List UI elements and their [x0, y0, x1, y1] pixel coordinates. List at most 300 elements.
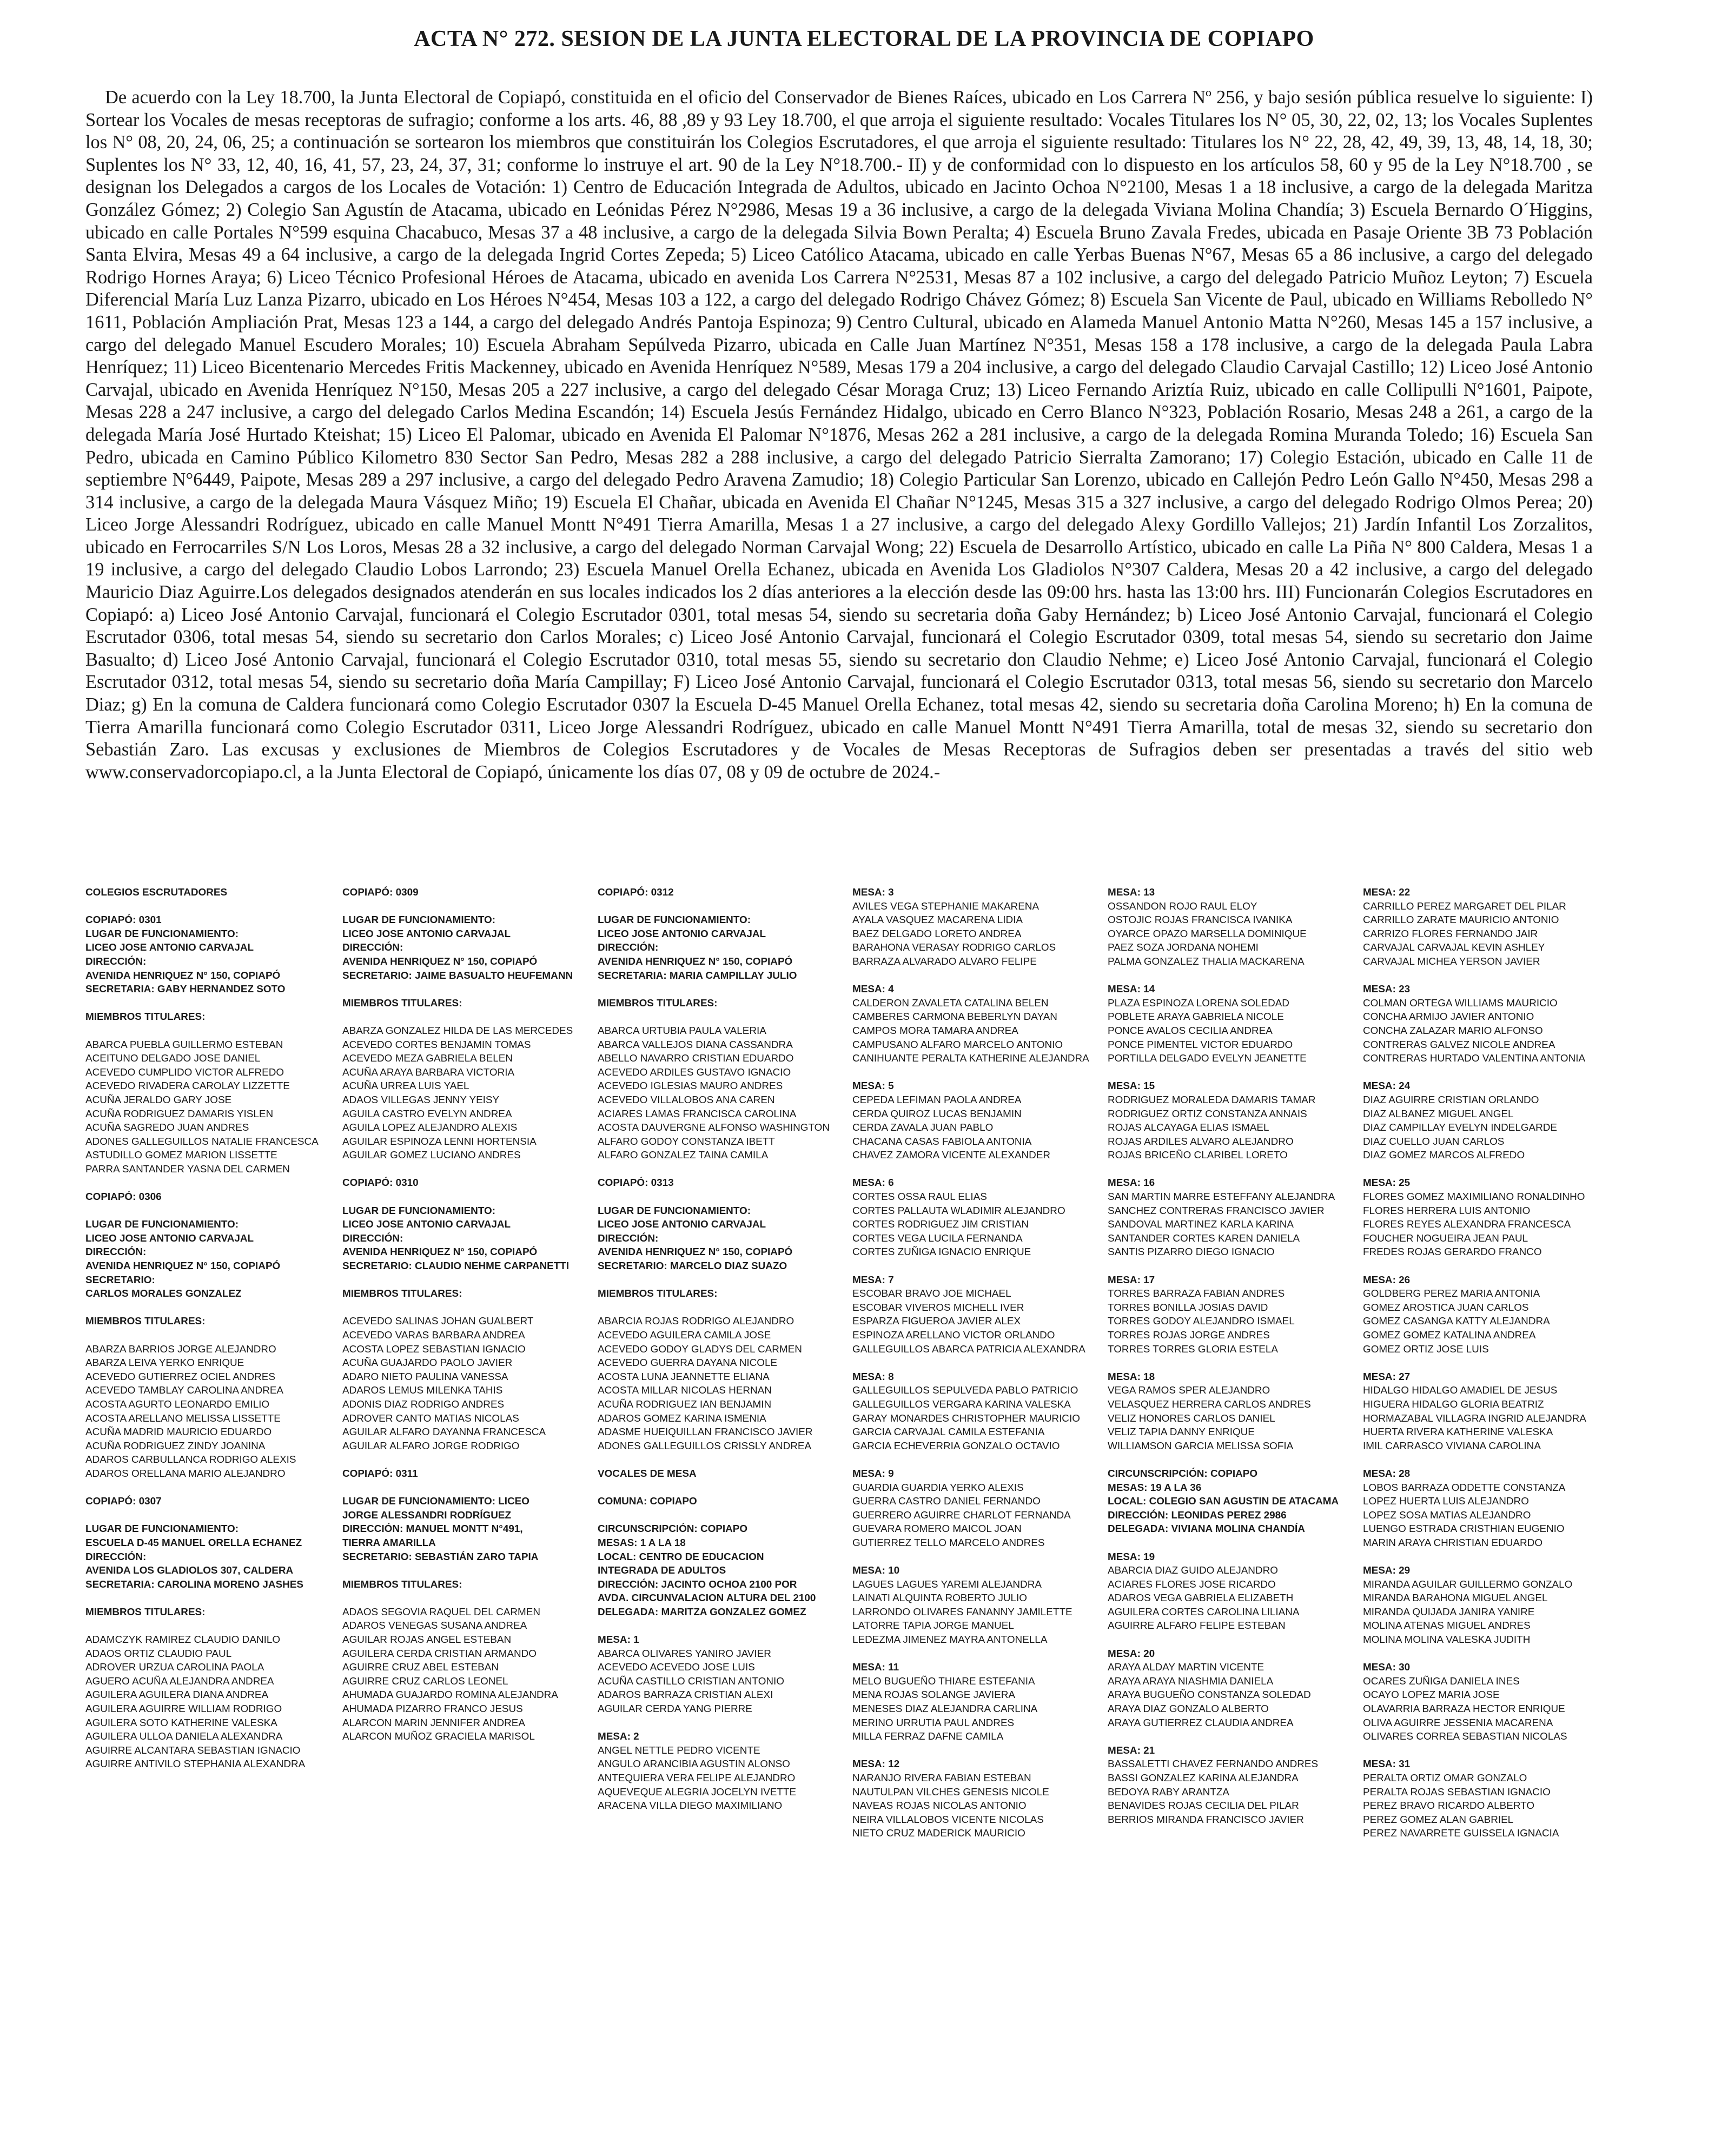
member-name: WILLIAMSON GARCIA MELISSA SOFIA	[1108, 1440, 1294, 1452]
member-name: OYARCE OPAZO MARSELLA DOMINIQUE	[1108, 928, 1307, 940]
member-name: CAMPOS MORA TAMARA ANDREA	[852, 1025, 1018, 1037]
member-name: FLORES HERRERA LUIS ANTONIO	[1363, 1205, 1531, 1217]
section-heading: COPIAPÓ: 0310	[342, 1177, 419, 1189]
spacer	[1108, 1163, 1339, 1177]
member-name: HORMAZABAL VILLAGRA INGRID ALEJANDRA	[1363, 1412, 1586, 1424]
member-name: CORTES VEGA LUCILA FERNANDA	[852, 1232, 1023, 1244]
section-heading: MESA: 11	[852, 1662, 899, 1674]
spacer	[598, 1509, 830, 1523]
section-heading: LICEO JOSE ANTONIO CARVAJAL	[598, 928, 766, 940]
member-name: ABARCIA DIAZ GUIDO ALEJANDRO	[1108, 1565, 1278, 1577]
member-name: MOLINA MOLINA VALESKA JUDITH	[1363, 1634, 1531, 1646]
member-name: BASSI GONZALEZ KARINA ALEJANDRA	[1108, 1773, 1299, 1784]
member-name: ASTUDILLO GOMEZ MARION LISSETTE	[85, 1150, 277, 1162]
listing-column-1	[85, 886, 319, 1772]
spacer	[598, 1619, 830, 1633]
member-name: AYALA VASQUEZ MACARENA LIDIA	[852, 914, 1023, 926]
member-name: ADARO NIETO PAULINA VANESSA	[342, 1371, 508, 1383]
section-heading: MESA: 7	[852, 1274, 894, 1286]
member-name: AGUILA LOPEZ ALEJANDRO ALEXIS	[342, 1122, 518, 1134]
section-heading: SECRETARIO: MARCELO DIAZ SUAZO	[598, 1261, 787, 1272]
spacer	[1108, 1356, 1339, 1370]
member-name: MERINO URRUTIA PAUL ANDRES	[852, 1717, 1015, 1729]
member-name: PONCE PIMENTEL VICTOR EDUARDO	[1108, 1039, 1293, 1051]
member-name: ABARCA OLIVARES YANIRO JAVIER	[598, 1648, 771, 1660]
listing-column-3	[598, 886, 830, 1813]
member-name: BARRAZA ALVARADO ALVARO FELIPE	[852, 956, 1037, 967]
member-name: PERALTA ROJAS SEBASTIAN IGNACIO	[1363, 1786, 1551, 1798]
spacer	[852, 1356, 1089, 1370]
member-name: MILLA FERRAZ DAFNE CAMILA	[852, 1731, 1004, 1743]
section-heading: MIEMBROS TITULARES:	[598, 1288, 718, 1300]
member-name: BARAHONA VERASAY RODRIGO CARLOS	[852, 942, 1056, 954]
member-name: POBLETE ARAYA GABRIELA NICOLE	[1108, 1011, 1284, 1023]
member-name: ARAYA ALDAY MARTIN VICENTE	[1108, 1662, 1264, 1674]
section-heading: JORGE ALESSANDRI RODRÍGUEZ	[342, 1509, 512, 1521]
member-name: PARRA SANTANDER YASNA DEL CARMEN	[85, 1163, 290, 1175]
section-heading: DIRECCIÓN:	[85, 1551, 147, 1563]
section-heading: LICEO JOSE ANTONIO CARVAJAL	[598, 1219, 766, 1231]
spacer	[1108, 1730, 1339, 1744]
spacer	[85, 900, 319, 914]
section-heading: TIERRA AMARILLA	[342, 1537, 436, 1549]
section-heading: MESA: 3	[852, 887, 894, 898]
member-name: ACUÑA RODRIGUEZ IAN BENJAMIN	[598, 1398, 772, 1410]
member-name: CONCHA ZALAZAR MARIO ALFONSO	[1363, 1025, 1543, 1037]
member-name: ADAROS BARRAZA CRISTIAN ALEXI	[598, 1689, 773, 1701]
member-name: SANDOVAL MARTINEZ KARLA KARINA	[1108, 1219, 1294, 1231]
member-name: BERRIOS MIRANDA FRANCISCO JAVIER	[1108, 1814, 1304, 1826]
member-name: PEREZ BRAVO RICARDO ALBERTO	[1363, 1800, 1535, 1812]
spacer	[85, 1301, 319, 1315]
member-name: CHAVEZ ZAMORA VICENTE ALEXANDER	[852, 1150, 1050, 1162]
listing-column-6	[1363, 886, 1586, 1841]
member-name: ADONES GALLEGUILLOS CRISSLY ANDREA	[598, 1440, 812, 1452]
section-heading: LUGAR DE FUNCIONAMIENTO:	[85, 928, 239, 940]
section-heading: CARLOS MORALES GONZALEZ	[85, 1288, 242, 1300]
spacer	[85, 1204, 319, 1218]
section-heading: LUGAR DE FUNCIONAMIENTO:	[85, 1219, 239, 1231]
member-name: BENAVIDES ROJAS CECILIA DEL PILAR	[1108, 1800, 1299, 1812]
section-heading: LUGAR DE FUNCIONAMIENTO:	[342, 1205, 495, 1217]
member-name: ARAYA ARAYA NIASHMIA DANIELA	[1108, 1675, 1274, 1687]
member-name: GOMEZ GOMEZ KATALINA ANDREA	[1363, 1330, 1536, 1341]
member-name: LEDEZMA JIMENEZ MAYRA ANTONELLA	[852, 1634, 1048, 1646]
member-name: ADAROS CARBULLANCA RODRIGO ALEXIS	[85, 1454, 296, 1466]
member-name: ACUÑA JERALDO GARY JOSE	[85, 1094, 232, 1106]
section-heading: LUGAR DE FUNCIONAMIENTO:	[598, 1205, 751, 1217]
document-body: De acuerdo con la Ley 18.700, la Junta Electoral de Copiapó, constituida en el oficio del Conservador de Bienes Raíces, ubicado en Los Carrera Nº 256, y bajo sesión pública resuelve lo siguiente: I) Sortear los Vocales de mesas receptoras de sufragio; conforme a los arts. 46, 88 ,89 y 93 Ley 18.700, el que arroja el siguiente resultado: Vocales Titulares los N° 05, 30, 22, 02, 13; los Vocales Suplentes los N° 08, 20, 24, 06, 25; a continuación se sortearon los miembros que constituirán los Colegios Escrutadores, el que arroja el siguiente resultado: Titulares los N° 22, 28, 42, 49, 39, 13, 48, 14, 18, 30; Suplentes los N° 33, 12, 40, 16, 41, 57, 23, 24, 37, 31; conforme lo instruye el art. 90 de la Ley N°18.700.- II) y de conformidad con lo dispuesto en los artículos 58, 60 y 95 de la Ley N°18.700 , se designan los Delegados a cargos de los Locales de Votación: 1) Centro de Educación Integrada de Adultos, ubicado en Jacinto Ochoa N°2100, Mesas 1 a 18 inclusive, a cargo de la delegada Maritza González Gómez; 2) Colegio San Agustín de Atacama, ubicado en Leónidas Pérez N°2986, Mesas 19 a 36 inclusive, a cargo de la delegada Viviana Molina Chandía; 3) Escuela Bernardo O´Higgins, ubicado en calle Portales N°599 esquina Chacabuco, Mesas 37 a 48 inclusive, a cargo de la delegada Silvia Bown Peralta; 4) Escuela Bruno Zavala Fredes, ubicada en Pasaje Oriente 3B 73 Población Santa Elvira, Mesas 49 a 64 inclusive, a cargo de la delegada Ingrid Cortes Zepeda; 5) Liceo Católico Atacama, ubicado en calle Yerbas Buenas N°67, Mesas 65 a 86 inclusive, a cargo del delegado Rodrigo Hornes Araya; 6) Liceo Técnico Profesional Héroes de Atacama, ubicado en avenida Los Carrera N°2531, Mesas 87 a 102 inclusive, a cargo del delegado Patricio Muñoz Leyton; 7) Escuela Diferencial María Luz Lanza Pizarro, ubicado en Los Héroes N°454, Mesas 103 a 122, a cargo del delegado Rodrigo Chávez Gómez; 8) Escuela San Vicente de Paul, ubicado en Williams Rebolledo N° 1611, Población Ampliación Prat, Mesas 123 a 144, a cargo del delegado Andrés Pantoja Espinoza; 9) Centro Cultural, ubicado en Alameda Manuel Antonio Matta N°260, Mesas 145 a 157 inclusive, a cargo del delegado Manuel Escudero Morales; 10) Escuela Abraham Sepúlveda Pizarro, ubicada en Calle Juan Martínez N°351, Mesas 158 a 178 inclusive, a cargo de la delegada Paula Labra Henríquez; 11) Liceo Bicentenario Mercedes Fritis Mackenney, ubicado en Avenida Henríquez N°589, Mesas 179 a 204 inclusive, a cargo del delegado Claudio Carvajal Castillo; 12) Liceo José Antonio Carvajal, ubicado en Avenida Henríquez N°150, Mesas 205 a 227 inclusive, a cargo del delegado César Moraga Cruz; 13) Liceo Fernando Ariztía Ruiz, ubicado en calle Collipulli N°1601, Paipote, Mesas 228 a 247 inclusive, a cargo del delegado Carlos Medina Escandón; 14) Escuela Jesús Fernández Hidalgo, ubicado en Cerro Blanco N°323, Población Rosario, Mesas 248 a 261, a cargo de la delegada María José Hurtado Kteishat; 15) Liceo El Palomar, ubicado en Avenida El Palomar N°1876, Mesas 262 a 281 inclusive, a cargo de la delegada Romina Muranda Toledo; 16) Escuela San Pedro, ubicada en Camino Público Kilometro 830 Sector San Pedro, Mesas 282 a 288 inclusive, a cargo del delegado Patricio Sierralta Zamorano; 17) Colegio Estación, ubicado en Calle 11 de septiembre N°6449, Paipote, Mesas 289 a 297 inclusive, a cargo del delegado Pedro Aravena Zamudio; 18) Colegio Particular San Lorenzo, ubicado en Callejón Pedro León Gallo N°450, Mesas 298 a 314 inclusive, a cargo de la delegada Maura Vásquez Miño; 19) Escuela El Chañar, ubicada en Avenida El Chañar N°1245, Mesas 315 a 327 inclusive, a cargo del delegado Rodrigo Olmos Perea; 20) Liceo Jorge Alessandri Rodríguez, ubicado en calle Manuel Montt N°491 Tierra Amarilla, Mesas 1 a 27 inclusive, a cargo del delegado Alexy Gordillo Vallejos; 21) Jardín Infantil Los Zorzalitos, ubicado en Ferrocarriles S/N Los Loros, Mesas 28 a 32 inclusive, a cargo del delegado Norman Carvajal Wong; 22) Escuela de Desarrollo Artístico, ubicado en calle La Piña N° 800 Caldera, Mesas 1 a 19 inclusive, a cargo del delegado Claudio Lobos Larrondo; 23) Escuela Manuel Orella Echanez, ubicada en Avenida Los Gladiolos N°307 Caldera, Mesas 20 a 42 inclusive, a cargo del delegado Mauricio Diaz Aguirre.Los delegados designados atenderán en sus locales indicados los 2 días anteriores a la elección desde las 09:00 hrs. hasta las 13:00 hrs. III) Funcionarán Colegios Escrutadores en Copiapó: a) Liceo José Antonio Carvajal, funcionará el Colegio Escrutador 0301, total mesas 54, siendo su secretaria doña Gaby Hernández; b) Liceo José Antonio Carvajal, funcionará el Colegio Escrutador 0306, total mesas 54, siendo su secretario don Carlos Morales; c) Liceo José Antonio Carvajal, funcionará el Colegio Escrutador 0309, total mesas 54, siendo su secretario don Jaime Basualto; d) Liceo José Antonio Carvajal, funcionará el Colegio Escrutador 0310, total mesas 55, siendo su secretario don Claudio Nehme; e) Liceo José Antonio Carvajal, funcionará el Colegio Escrutador 0312, total mesas 54, siendo su secretario doña María Campillay; F) Liceo José Antonio Carvajal, funcionará el Colegio Escrutador 0313, total mesas 56, siendo su secretario don Marcelo Diaz; g) En la comuna de Caldera funcionará como Colegio Escrutador 0307 la Escuela D-45 Manuel Orella Echanez, total mesas 42, siendo su secretaria doña Carolina Moreno; h) En la comuna de Tierra Amarilla funcionará como Colegio Escrutador 0311, Liceo Jorge Alessandri Rodríguez, ubicado en calle Manuel Montt N°491 Tierra Amarilla, total de mesas 32, siendo su secretario don Sebastián Zaro. Las excusas y exclusiones de Miembros de Colegios Escrutadores y de Vocales de Mesas Receptoras de Sufragios deben ser presentadas a través del sitio web www.conservadorcopiapo.cl, a la Junta Electoral de Copiapó, únicamente los días 07, 08 y 09 de octubre de 2024.-	[85, 87, 1593, 782]
section-heading: SECRETARIO: CLAUDIO NEHME CARPANETTI	[342, 1261, 570, 1272]
member-name: ANGEL NETTLE PEDRO VICENTE	[598, 1744, 760, 1756]
section-heading: DIRECCIÓN: LEONIDAS PEREZ 2986	[1108, 1509, 1287, 1521]
member-name: ADASME HUEIQUILLAN FRANCISCO JAVIER	[598, 1427, 813, 1438]
member-name: CARRILLO ZARATE MAURICIO ANTONIO	[1363, 914, 1559, 926]
member-name: ACEVEDO VARAS BARBARA ANDREA	[342, 1330, 525, 1341]
spacer	[342, 1010, 573, 1024]
member-name: AGUERO ACUÑA ALEJANDRA ANDREA	[85, 1675, 274, 1687]
section-heading: SECRETARIO: SEBASTIÁN ZARO TAPIA	[342, 1551, 539, 1563]
member-name: MIRANDA BARAHONA MIGUEL ANGEL	[1363, 1593, 1548, 1604]
member-name: PAEZ SOZA JORDANA NOHEMI	[1108, 942, 1259, 954]
member-name: ALFARO GODOY CONSTANZA IBETT	[598, 1136, 775, 1147]
section-heading: ESCUELA D-45 MANUEL ORELLA ECHANEZ	[85, 1537, 302, 1549]
member-name: RODRIGUEZ ORTIZ CONSTANZA ANNAIS	[1108, 1108, 1307, 1120]
member-name: PLAZA ESPINOZA LORENA SOLEDAD	[1108, 997, 1289, 1009]
spacer	[342, 900, 573, 914]
section-heading: LUGAR DE FUNCIONAMIENTO: LICEO	[342, 1496, 529, 1508]
member-name: LOBOS BARRAZA ODDETTE CONSTANZA	[1363, 1482, 1566, 1494]
member-name: GUERRERO AGUIRRE CHARLOT FERNANDA	[852, 1509, 1071, 1521]
section-heading: MIEMBROS TITULARES:	[85, 1316, 206, 1328]
spacer	[342, 1591, 573, 1606]
member-name: ADAROS ORELLANA MARIO ALEJANDRO	[85, 1468, 286, 1480]
member-name: OLIVA AGUIRRE JESSENIA MACARENA	[1363, 1717, 1553, 1729]
member-name: ACOSTA DAUVERGNE ALFONSO WASHINGTON	[598, 1122, 830, 1134]
spacer	[598, 1301, 830, 1315]
member-name: AGUILAR CERDA YANG PIERRE	[598, 1703, 752, 1715]
member-name: ACUÑA SAGREDO JUAN ANDRES	[85, 1122, 249, 1134]
member-name: GOMEZ CASANGA KATTY ALEJANDRA	[1363, 1316, 1550, 1328]
section-heading: MESA: 12	[852, 1759, 900, 1770]
member-name: MOLINA ATENAS MIGUEL ANDRES	[1363, 1620, 1531, 1632]
spacer	[342, 1163, 573, 1177]
member-name: SAN MARTIN MARRE ESTEFFANY ALEJANDRA	[1108, 1191, 1335, 1203]
section-heading: MESA: 21	[1108, 1744, 1155, 1756]
member-name: AVILES VEGA STEPHANIE MAKARENA	[852, 900, 1040, 912]
section-heading: SECRETARIA: GABY HERNANDEZ SOTO	[85, 984, 286, 996]
section-heading: SECRETARIA: CAROLINA MORENO JASHES	[85, 1578, 304, 1590]
member-name: ACOSTA ARELLANO MELISSA LISSETTE	[85, 1412, 281, 1424]
member-name: AGUILAR ALFARO DAYANNA FRANCESCA	[342, 1427, 546, 1438]
member-name: CORTES ZUÑIGA IGNACIO ENRIQUE	[852, 1246, 1031, 1258]
member-name: PEREZ NAVARRETE GUISSELA IGNACIA	[1363, 1828, 1559, 1840]
section-heading: AVENIDA HENRIQUEZ N° 150, COPIAPÓ	[342, 1246, 538, 1258]
member-name: AGUILERA AGUILERA DIANA ANDREA	[85, 1689, 269, 1701]
member-name: ACUÑA ARAYA BARBARA VICTORIA	[342, 1066, 515, 1078]
member-name: ROJAS ALCAYAGA ELIAS ISMAEL	[1108, 1122, 1269, 1134]
member-name: ACEVEDO AGUILERA CAMILA JOSE	[598, 1330, 771, 1341]
section-heading: COPIAPÓ: 0307	[85, 1496, 162, 1508]
section-heading: COPIAPÓ: 0313	[598, 1177, 674, 1189]
member-name: GARCIA CARVAJAL CAMILA ESTEFANIA	[852, 1427, 1045, 1438]
spacer	[1108, 1066, 1339, 1080]
member-name: ABARCA PUEBLA GUILLERMO ESTEBAN	[85, 1039, 283, 1051]
section-heading: DIRECCIÓN: JACINTO OCHOA 2100 POR	[598, 1578, 797, 1590]
member-name: TORRES ROJAS JORGE ANDRES	[1108, 1330, 1270, 1341]
member-name: FLORES GOMEZ MAXIMILIANO RONALDINHO	[1363, 1191, 1585, 1203]
spacer	[85, 1176, 319, 1190]
section-heading: INTEGRADA DE ADULTOS	[598, 1565, 726, 1577]
member-name: ADAOS ORTIZ CLAUDIO PAUL	[85, 1648, 232, 1660]
member-name: MIRANDA QUIJADA JANIRA YANIRE	[1363, 1606, 1535, 1618]
member-name: ESCOBAR VIVEROS MICHELL IVER	[852, 1302, 1024, 1313]
section-heading: CIRCUNSCRIPCIÓN: COPIAPO	[598, 1523, 748, 1535]
section-heading: COPIAPÓ: 0306	[85, 1191, 162, 1203]
member-name: GALLEGUILLOS SEPULVEDA PABLO PATRICIO	[852, 1385, 1078, 1397]
member-name: ACOSTA MILLAR NICOLAS HERNAN	[598, 1385, 772, 1397]
member-name: GOLDBERG PEREZ MARIA ANTONIA	[1363, 1288, 1540, 1300]
member-name: ADAROS GOMEZ KARINA ISMENIA	[598, 1412, 766, 1424]
spacer	[85, 1509, 319, 1523]
section-heading: AVENIDA HENRIQUEZ N° 150, COPIAPÓ	[85, 970, 281, 981]
member-name: FOUCHER NOGUEIRA JEAN PAUL	[1363, 1232, 1528, 1244]
member-name: PEREZ GOMEZ ALAN GABRIEL	[1363, 1814, 1514, 1826]
spacer	[1363, 1453, 1586, 1467]
member-name: ACUÑA URREA LUIS YAEL	[342, 1080, 469, 1092]
section-heading: MESA: 4	[852, 984, 894, 996]
section-heading: MESA: 6	[852, 1177, 894, 1189]
member-name: AGUILERA AGUIRRE WILLIAM RODRIGO	[85, 1703, 282, 1715]
member-name: CAMBERES CARMONA BEBERLYN DAYAN	[852, 1011, 1057, 1023]
section-heading: VOCALES DE MESA	[598, 1468, 697, 1480]
member-name: CANIHUANTE PERALTA KATHERINE ALEJANDRA	[852, 1053, 1089, 1065]
member-name: AGUILERA SOTO KATHERINE VALESKA	[85, 1717, 277, 1729]
spacer	[85, 1024, 319, 1038]
section-heading: AVENIDA HENRIQUEZ N° 150, COPIAPÓ	[598, 1246, 793, 1258]
member-name: ANGULO ARANCIBIA AGUSTIN ALONSO	[598, 1759, 790, 1770]
member-name: MENESES DIAZ ALEJANDRA CARLINA	[852, 1703, 1038, 1715]
section-heading: MIEMBROS TITULARES:	[85, 1606, 206, 1618]
member-name: ADAROS VEGA GABRIELA ELIZABETH	[1108, 1593, 1294, 1604]
spacer	[85, 1591, 319, 1606]
spacer	[852, 969, 1089, 983]
section-heading: AVDA. CIRCUNVALACION ALTURA DEL 2100	[598, 1593, 816, 1604]
member-name: DIAZ ALBANEZ MIGUEL ANGEL	[1363, 1108, 1514, 1120]
section-heading: DIRECCIÓN:	[85, 956, 147, 967]
member-name: ABARZA GONZALEZ HILDA DE LAS MERCEDES	[342, 1025, 573, 1037]
section-heading: MESA: 20	[1108, 1648, 1155, 1660]
member-name: AGUILA CASTRO EVELYN ANDREA	[342, 1108, 512, 1120]
spacer	[342, 1564, 573, 1578]
section-heading: MESA: 10	[852, 1565, 900, 1577]
member-name: IMIL CARRASCO VIVIANA CAROLINA	[1363, 1440, 1541, 1452]
member-name: ADONIS DIAZ RODRIGO ANDRES	[342, 1398, 505, 1410]
section-heading: MIEMBROS TITULARES:	[342, 1288, 462, 1300]
spacer	[598, 983, 830, 997]
member-name: ACEVEDO IGLESIAS MAURO ANDRES	[598, 1080, 783, 1092]
section-heading: DELEGADA: VIVIANA MOLINA CHANDÍA	[1108, 1523, 1305, 1535]
spacer	[598, 1010, 830, 1024]
listing-column-4	[852, 886, 1089, 1841]
member-name: GALLEGUILLOS VERGARA KARINA VALESKA	[852, 1398, 1071, 1410]
section-heading: MESA: 31	[1363, 1759, 1411, 1770]
member-name: SANTANDER CORTES KAREN DANIELA	[1108, 1232, 1300, 1244]
member-name: CERDA QUIROZ LUCAS BENJAMIN	[852, 1108, 1022, 1120]
member-name: ACEVEDO TAMBLAY CAROLINA ANDREA	[85, 1385, 284, 1397]
member-name: PONCE AVALOS CECILIA ANDREA	[1108, 1025, 1273, 1037]
member-name: HIGUERA HIDALGO GLORIA BEATRIZ	[1363, 1398, 1544, 1410]
member-name: CHACANA CASAS FABIOLA ANTONIA	[852, 1136, 1032, 1147]
spacer	[1363, 1356, 1586, 1370]
member-name: LOPEZ SOSA MATIAS ALEJANDRO	[1363, 1509, 1531, 1521]
section-heading: SECRETARIA: MARIA CAMPILLAY JULIO	[598, 970, 797, 981]
member-name: ARAYA BUGUEÑO CONSTANZA SOLEDAD	[1108, 1689, 1311, 1701]
spacer	[342, 983, 573, 997]
section-heading: MESA: 30	[1363, 1662, 1411, 1674]
member-name: ACUÑA GUAJARDO PAOLO JAVIER	[342, 1357, 513, 1369]
section-heading: LOCAL: COLEGIO SAN AGUSTIN DE ATACAMA	[1108, 1496, 1339, 1508]
member-name: OSSANDON ROJO RAUL ELOY	[1108, 900, 1257, 912]
section-heading: LUGAR DE FUNCIONAMIENTO:	[342, 914, 495, 926]
member-name: GOMEZ AROSTICA JUAN CARLOS	[1363, 1302, 1529, 1313]
member-name: ACIARES FLORES JOSE RICARDO	[1108, 1578, 1276, 1590]
spacer	[1108, 1453, 1339, 1467]
member-name: ACEVEDO GUTIERREZ OCIEL ANDRES	[85, 1371, 275, 1383]
member-name: NAUTULPAN VILCHES GENESIS NICOLE	[852, 1786, 1049, 1798]
member-name: ACEVEDO RIVADERA CAROLAY LIZZETTE	[85, 1080, 290, 1092]
member-name: VELIZ HONORES CARLOS DANIEL	[1108, 1412, 1275, 1424]
member-name: LOPEZ HUERTA LUIS ALEJANDRO	[1363, 1496, 1529, 1508]
member-name: ESPARZA FIGUEROA JAVIER ALEX	[852, 1316, 1021, 1328]
section-heading: LICEO JOSE ANTONIO CARVAJAL	[85, 942, 254, 954]
member-name: NIETO CRUZ MADERICK MAURICIO	[852, 1828, 1025, 1840]
spacer	[85, 997, 319, 1011]
section-heading: CIRCUNSCRIPCIÓN: COPIAPO	[1108, 1468, 1258, 1480]
member-name: CERDA ZAVALA JUAN PABLO	[852, 1122, 994, 1134]
section-heading: COMUNA: COPIAPO	[598, 1496, 697, 1508]
section-heading: MESA: 27	[1363, 1371, 1411, 1383]
spacer	[85, 1481, 319, 1495]
member-name: ARAYA GUTIERREZ CLAUDIA ANDREA	[1108, 1717, 1294, 1729]
section-heading: LICEO JOSE ANTONIO CARVAJAL	[342, 1219, 511, 1231]
spacer	[85, 1329, 319, 1343]
member-name: TORRES BARRAZA FABIAN ANDRES	[1108, 1288, 1285, 1300]
spacer	[85, 1619, 319, 1633]
member-name: ANTEQUIERA VERA FELIPE ALEJANDRO	[598, 1773, 796, 1784]
spacer	[342, 1190, 573, 1204]
member-name: MENA ROJAS SOLANGE JAVIERA	[852, 1689, 1015, 1701]
section-heading: MESA: 17	[1108, 1274, 1155, 1286]
member-name: ACEITUNO DELGADO JOSE DANIEL	[85, 1053, 261, 1065]
member-name: CONTRERAS HURTADO VALENTINA ANTONIA	[1363, 1053, 1586, 1065]
member-name: ACEVEDO GODOY GLADYS DEL CARMEN	[598, 1343, 802, 1355]
member-name: ADAMCZYK RAMIREZ CLAUDIO DANILO	[85, 1634, 281, 1646]
spacer	[342, 1453, 573, 1467]
member-name: ACEVEDO ACEVEDO JOSE LUIS	[598, 1662, 755, 1674]
section-heading: MIEMBROS TITULARES:	[598, 997, 718, 1009]
spacer	[1363, 1259, 1586, 1273]
member-name: GUARDIA GUARDIA YERKO ALEXIS	[852, 1482, 1024, 1494]
member-name: AGUIRRE CRUZ ABEL ESTEBAN	[342, 1662, 499, 1674]
spacer	[852, 1259, 1089, 1273]
spacer	[852, 1647, 1089, 1661]
section-heading: AVENIDA HENRIQUEZ N° 150, COPIAPÓ	[85, 1261, 281, 1272]
member-name: ACUÑA MADRID MAURICIO EDUARDO	[85, 1427, 272, 1438]
listing-column-5	[1108, 886, 1339, 1827]
member-name: ARACENA VILLA DIEGO MAXIMILIANO	[598, 1800, 783, 1812]
member-name: TORRES GODOY ALEJANDRO ISMAEL	[1108, 1316, 1295, 1328]
member-name: ADAOS SEGOVIA RAQUEL DEL CARMEN	[342, 1606, 541, 1618]
member-name: GARCIA ECHEVERRIA GONZALO OCTAVIO	[852, 1440, 1060, 1452]
member-name: VEGA RAMOS SPER ALEJANDRO	[1108, 1385, 1270, 1397]
member-name: ACEVEDO MEZA GABRIELA BELEN	[342, 1053, 513, 1065]
section-heading: MESA: 29	[1363, 1565, 1411, 1577]
member-name: MIRANDA AGUILAR GUILLERMO GONZALO	[1363, 1578, 1573, 1590]
member-name: ROJAS ARDILES ALVARO ALEJANDRO	[1108, 1136, 1294, 1147]
member-name: ADROVER CANTO MATIAS NICOLAS	[342, 1412, 519, 1424]
member-name: FREDES ROJAS GERARDO FRANCO	[1363, 1246, 1542, 1258]
member-name: CEPEDA LEFIMAN PAOLA ANDREA	[852, 1094, 1022, 1106]
member-name: DIAZ CUELLO JUAN CARLOS	[1363, 1136, 1505, 1147]
section-heading: AVENIDA LOS GLADIOLOS 307, CALDERA	[85, 1565, 294, 1577]
member-name: ACOSTA LUNA JEANNETTE ELIANA	[598, 1371, 770, 1383]
member-name: LAINATI ALQUINTA ROBERTO JULIO	[852, 1593, 1027, 1604]
section-heading: MESA: 13	[1108, 887, 1155, 898]
member-name: OCAYO LOPEZ MARIA JOSE	[1363, 1689, 1500, 1701]
spacer	[852, 1163, 1089, 1177]
member-name: GARAY MONARDES CHRISTOPHER MAURICIO	[852, 1412, 1080, 1424]
section-heading: DELEGADA: MARITZA GONZALEZ GOMEZ	[598, 1606, 806, 1618]
member-name: TORRES BONILLA JOSIAS DAVID	[1108, 1302, 1268, 1313]
section-heading: SECRETARIO:	[85, 1274, 155, 1286]
member-name: VELIZ TAPIA DANNY ENRIQUE	[1108, 1427, 1255, 1438]
section-heading: LICEO JOSE ANTONIO CARVAJAL	[85, 1232, 254, 1244]
section-heading: MESAS: 19 A LA 36	[1108, 1482, 1202, 1494]
section-heading: COPIAPÓ: 0312	[598, 887, 674, 898]
member-name: CARRIZO FLORES FERNANDO JAIR	[1363, 928, 1538, 940]
member-name: TORRES TORRES GLORIA ESTELA	[1108, 1343, 1278, 1355]
section-heading: MESA: 23	[1363, 984, 1411, 996]
member-name: AHUMADA PIZARRO FRANCO JESUS	[342, 1703, 523, 1715]
member-name: ACEVEDO CORTES BENJAMIN TOMAS	[342, 1039, 531, 1051]
member-name: CORTES PALLAUTA WLADIMIR ALEJANDRO	[852, 1205, 1065, 1217]
member-name: OCARES ZUÑIGA DANIELA INES	[1363, 1675, 1520, 1687]
spacer	[598, 1453, 830, 1467]
member-name: ADROVER URZUA CAROLINA PAOLA	[85, 1662, 264, 1674]
member-name: ADONES GALLEGUILLOS NATALIE FRANCESCA	[85, 1136, 319, 1147]
member-name: ACOSTA LOPEZ SEBASTIAN IGNACIO	[342, 1343, 526, 1355]
member-name: GALLEGUILLOS ABARCA PATRICIA ALEXANDRA	[852, 1343, 1085, 1355]
section-heading: MESA: 1	[598, 1634, 639, 1646]
member-name: LARRONDO OLIVARES FANANNY JAMILETTE	[852, 1606, 1072, 1618]
member-name: COLMAN ORTEGA WILLIAMS MAURICIO	[1363, 997, 1558, 1009]
section-heading: MESA: 22	[1363, 887, 1411, 898]
spacer	[342, 1301, 573, 1315]
member-name: ABARCA URTUBIA PAULA VALERIA	[598, 1025, 766, 1037]
member-name: NARANJO RIVERA FABIAN ESTEBAN	[852, 1773, 1031, 1784]
member-name: GOMEZ ORTIZ JOSE LUIS	[1363, 1343, 1489, 1355]
member-name: CARVAJAL MICHEA YERSON JAVIER	[1363, 956, 1540, 967]
member-name: DIAZ AGUIRRE CRISTIAN ORLANDO	[1363, 1094, 1539, 1106]
section-heading: COPIAPÓ: 0311	[342, 1468, 418, 1480]
spacer	[598, 1481, 830, 1495]
section-heading: MESA: 8	[852, 1371, 894, 1383]
section-heading: MESAS: 1 A LA 18	[598, 1537, 686, 1549]
section-heading: MESA: 24	[1363, 1080, 1411, 1092]
member-name: ALFARO GONZALEZ TAINA CAMILA	[598, 1150, 769, 1162]
member-name: VELASQUEZ HERRERA CARLOS ANDRES	[1108, 1398, 1311, 1410]
member-name: ABARCIA ROJAS RODRIGO ALEJANDRO	[598, 1316, 795, 1328]
member-name: ACEVEDO ARDILES GUSTAVO IGNACIO	[598, 1066, 791, 1078]
section-heading: LICEO JOSE ANTONIO CARVAJAL	[342, 928, 511, 940]
member-name: ACUÑA RODRIGUEZ DAMARIS YISLEN	[85, 1108, 274, 1120]
spacer	[598, 1163, 830, 1177]
member-name: ACOSTA AGURTO LEONARDO EMILIO	[85, 1398, 270, 1410]
member-name: ADAROS VENEGAS SUSANA ANDREA	[342, 1620, 527, 1632]
member-name: AHUMADA GUAJARDO ROMINA ALEJANDRA	[342, 1689, 558, 1701]
section-heading: MESA: 28	[1363, 1468, 1411, 1480]
spacer	[1108, 1536, 1339, 1550]
section-heading: MESA: 18	[1108, 1371, 1155, 1383]
spacer	[1363, 1744, 1586, 1758]
member-name: MELO BUGUEÑO THIARE ESTEFANIA	[852, 1675, 1035, 1687]
member-name: LAGUES LAGUES YAREMI ALEJANDRA	[852, 1578, 1042, 1590]
member-name: GUTIERREZ TELLO MARCELO ANDRES	[852, 1537, 1045, 1549]
member-name: AGUILERA ULLOA DANIELA ALEXANDRA	[85, 1731, 283, 1743]
spacer	[1363, 1066, 1586, 1080]
member-name: BASSALETTI CHAVEZ FERNANDO ANDRES	[1108, 1759, 1319, 1770]
